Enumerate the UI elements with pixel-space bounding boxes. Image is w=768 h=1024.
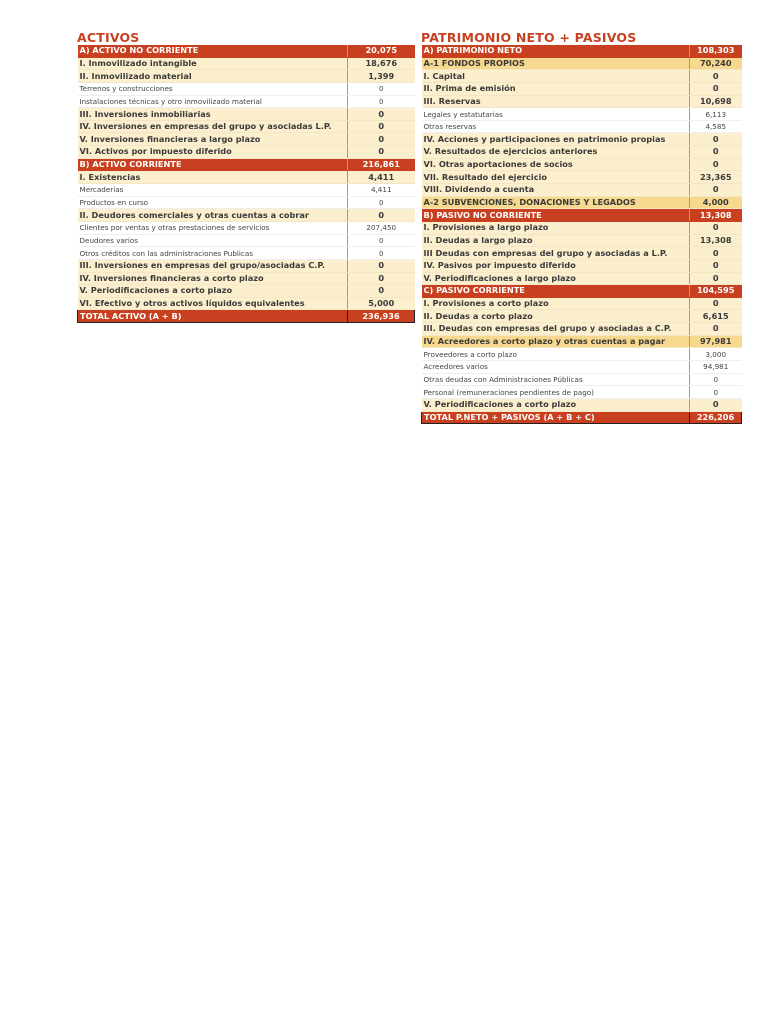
- section-row: [422, 285, 742, 298]
- row-label: TOTAL P.NETO + PASIVOS (A + B + C): [422, 411, 690, 424]
- table-row: [78, 259, 415, 272]
- row-label: B) PASIVO NO CORRIENTE: [422, 209, 690, 222]
- table-row: [422, 247, 742, 260]
- table-row: [422, 95, 742, 108]
- table-row: [78, 247, 415, 260]
- row-label: III. Deudas con empresas del grupo y asociadas a C.P.: [422, 323, 690, 336]
- section-row: [78, 45, 415, 57]
- row-value: 97,981: [690, 335, 742, 348]
- row-value: 0: [690, 158, 742, 171]
- row-label: Instalaciones técnicas y otro inmovilizado material: [78, 95, 348, 108]
- row-label: A) PATRIMONIO NETO: [422, 45, 690, 57]
- row-value: 4,000: [690, 196, 742, 209]
- row-label: VI. Activos por impuesto diferido: [78, 146, 348, 159]
- row-label: III. Reservas: [422, 95, 690, 108]
- table-row: [422, 398, 742, 411]
- table-row: [78, 120, 415, 133]
- row-label: Deudores varios: [78, 234, 348, 247]
- row-label: C) PASIVO CORRIENTE: [422, 285, 690, 298]
- table-row: [78, 184, 415, 197]
- table-row: [78, 209, 415, 222]
- row-label: I. Existencias: [78, 171, 348, 184]
- row-label: V. Periodificaciones a corto plazo: [422, 398, 690, 411]
- row-value: 0: [690, 323, 742, 336]
- activos-table: [77, 45, 415, 323]
- row-label: VII. Resultado del ejercicio: [422, 171, 690, 184]
- table-row: [422, 259, 742, 272]
- row-label: II. Inmovilizado material: [78, 70, 348, 83]
- row-value: 216,861: [348, 158, 415, 171]
- table-row: [78, 146, 415, 159]
- table-row: [422, 108, 742, 121]
- row-value: 10,698: [690, 95, 742, 108]
- section-row: [422, 209, 742, 222]
- table-row: [422, 221, 742, 234]
- pasivos-panel: [421, 30, 741, 424]
- row-value: 1,399: [348, 70, 415, 83]
- row-label: II. Prima de emisión: [422, 82, 690, 95]
- row-value: 0: [690, 221, 742, 234]
- table-row: [422, 373, 742, 386]
- table-row: [422, 310, 742, 323]
- row-value: 5,000: [348, 297, 415, 310]
- row-value: 4,585: [690, 120, 742, 133]
- row-value: 3,000: [690, 348, 742, 361]
- row-label: I. Provisiones a largo plazo: [422, 221, 690, 234]
- table-row: [78, 221, 415, 234]
- row-value: 0: [690, 146, 742, 159]
- row-value: 0: [690, 184, 742, 197]
- table-row: [422, 82, 742, 95]
- row-value: 0: [690, 386, 742, 399]
- row-label: Otras deudas con Administraciones Públicas: [422, 373, 690, 386]
- row-label: IV. Inversiones financieras a corto plazo: [78, 272, 348, 285]
- row-value: 104,595: [690, 285, 742, 298]
- total-row: [422, 411, 742, 424]
- row-label: III. Inversiones en empresas del grupo/asociadas C.P.: [78, 259, 348, 272]
- pasivos-title: PATRIMONIO NETO + PASIVOS: [421, 30, 637, 45]
- row-label: Otros créditos con las administraciones Publicas: [78, 247, 348, 260]
- row-value: 0: [690, 259, 742, 272]
- table-row: [422, 158, 742, 171]
- row-value: 207,450: [348, 221, 415, 234]
- table-row: [422, 297, 742, 310]
- table-row: [78, 108, 415, 121]
- row-value: 0: [348, 285, 415, 298]
- row-label: I. Inmovilizado intangible: [78, 57, 348, 70]
- row-value: 0: [348, 146, 415, 159]
- row-label: I. Capital: [422, 70, 690, 83]
- row-value: 0: [690, 398, 742, 411]
- row-value: 0: [690, 82, 742, 95]
- row-value: 70,240: [690, 57, 742, 70]
- table-row: [78, 82, 415, 95]
- table-row: [78, 57, 415, 70]
- row-label: A-2 SUBVENCIONES, DONACIONES Y LEGADOS: [422, 196, 690, 209]
- row-value: 0: [690, 272, 742, 285]
- row-value: 0: [348, 247, 415, 260]
- total-row: [78, 310, 415, 323]
- row-value: 0: [690, 70, 742, 83]
- section-row: [422, 45, 742, 57]
- row-value: 0: [690, 297, 742, 310]
- table-row: [78, 234, 415, 247]
- table-row: [422, 57, 742, 70]
- row-label: III. Inversiones inmobiliarias: [78, 108, 348, 121]
- row-label: I. Provisiones a corto plazo: [422, 297, 690, 310]
- table-row: [78, 196, 415, 209]
- row-label: IV. Acciones y participaciones en patrimonio propias: [422, 133, 690, 146]
- row-value: 0: [348, 95, 415, 108]
- section-row: [78, 158, 415, 171]
- row-label: A-1 FONDOS PROPIOS: [422, 57, 690, 70]
- row-value: 13,308: [690, 234, 742, 247]
- row-value: 18,676: [348, 57, 415, 70]
- table-row: [422, 146, 742, 159]
- row-value: 0: [348, 272, 415, 285]
- row-label: TOTAL ACTIVO (A + B): [78, 310, 348, 323]
- table-row: [422, 323, 742, 336]
- row-label: II. Deudores comerciales y otras cuentas a cobrar: [78, 209, 348, 222]
- table-row: [78, 297, 415, 310]
- row-value: 0: [690, 133, 742, 146]
- table-row: [422, 70, 742, 83]
- row-label: VI. Efectivo y otros activos líquidos equivalentes: [78, 297, 348, 310]
- row-value: 4,411: [348, 184, 415, 197]
- row-value: 0: [348, 108, 415, 121]
- table-row: [78, 171, 415, 184]
- row-label: VI. Otras aportaciones de socios: [422, 158, 690, 171]
- row-label: Productos en curso: [78, 196, 348, 209]
- row-label: IV. Inversiones en empresas del grupo y asociadas L.P.: [78, 120, 348, 133]
- table-row: [78, 70, 415, 83]
- row-label: A) ACTIVO NO CORRIENTE: [78, 45, 348, 57]
- row-value: 226,206: [690, 411, 742, 424]
- row-label: IV. Pasivos por impuesto diferido: [422, 259, 690, 272]
- row-value: 0: [348, 209, 415, 222]
- row-label: Proveedores a corto plazo: [422, 348, 690, 361]
- row-value: 0: [348, 259, 415, 272]
- table-row: [78, 272, 415, 285]
- row-value: 0: [690, 373, 742, 386]
- table-row: [422, 120, 742, 133]
- row-value: 0: [348, 120, 415, 133]
- row-value: 0: [348, 196, 415, 209]
- table-row: [422, 234, 742, 247]
- row-label: V. Periodificaciones a largo plazo: [422, 272, 690, 285]
- row-label: V. Periodificaciones a corto plazo: [78, 285, 348, 298]
- row-label: B) ACTIVO CORRIENTE: [78, 158, 348, 171]
- row-label: II. Deudas a largo plazo: [422, 234, 690, 247]
- table-row: [422, 184, 742, 197]
- row-label: Acreedores varios: [422, 361, 690, 374]
- row-label: V. Resultados de ejercicios anteriores: [422, 146, 690, 159]
- table-row: [422, 272, 742, 285]
- row-value: 23,365: [690, 171, 742, 184]
- row-label: Otras reservas: [422, 120, 690, 133]
- table-row: [78, 285, 415, 298]
- table-row: [422, 196, 742, 209]
- row-label: Personal (remuneraciones pendientes de pago): [422, 386, 690, 399]
- row-label: II. Deudas a corto plazo: [422, 310, 690, 323]
- table-row: [422, 335, 742, 348]
- row-value: 6,113: [690, 108, 742, 121]
- row-value: 236,936: [348, 310, 415, 323]
- row-label: Legales y estatutarias: [422, 108, 690, 121]
- table-row: [422, 133, 742, 146]
- row-value: 0: [348, 133, 415, 146]
- table-row: [422, 386, 742, 399]
- table-row: [78, 95, 415, 108]
- row-value: 4,411: [348, 171, 415, 184]
- row-value: 20,075: [348, 45, 415, 57]
- pasivos-table: [421, 45, 742, 424]
- table-row: [422, 348, 742, 361]
- table-row: [422, 361, 742, 374]
- row-value: 108,303: [690, 45, 742, 57]
- activos-title: ACTIVOS: [77, 30, 140, 45]
- row-value: 13,308: [690, 209, 742, 222]
- row-value: 0: [348, 234, 415, 247]
- row-label: V. Inversiones financieras a largo plazo: [78, 133, 348, 146]
- row-value: 0: [348, 82, 415, 95]
- row-label: Clientes por ventas y otras prestaciones de servicios: [78, 221, 348, 234]
- table-row: [422, 171, 742, 184]
- row-label: IV. Acreedores a corto plazo y otras cuentas a pagar: [422, 335, 690, 348]
- row-label: III Deudas con empresas del grupo y asociadas a L.P.: [422, 247, 690, 260]
- row-value: 6,615: [690, 310, 742, 323]
- activos-panel: [77, 30, 414, 323]
- row-value: 94,981: [690, 361, 742, 374]
- row-label: Terrenos y construcciones: [78, 82, 348, 95]
- row-label: VIII. Dividendo a cuenta: [422, 184, 690, 197]
- row-value: 0: [690, 247, 742, 260]
- row-label: Mercaderías: [78, 184, 348, 197]
- table-row: [78, 133, 415, 146]
